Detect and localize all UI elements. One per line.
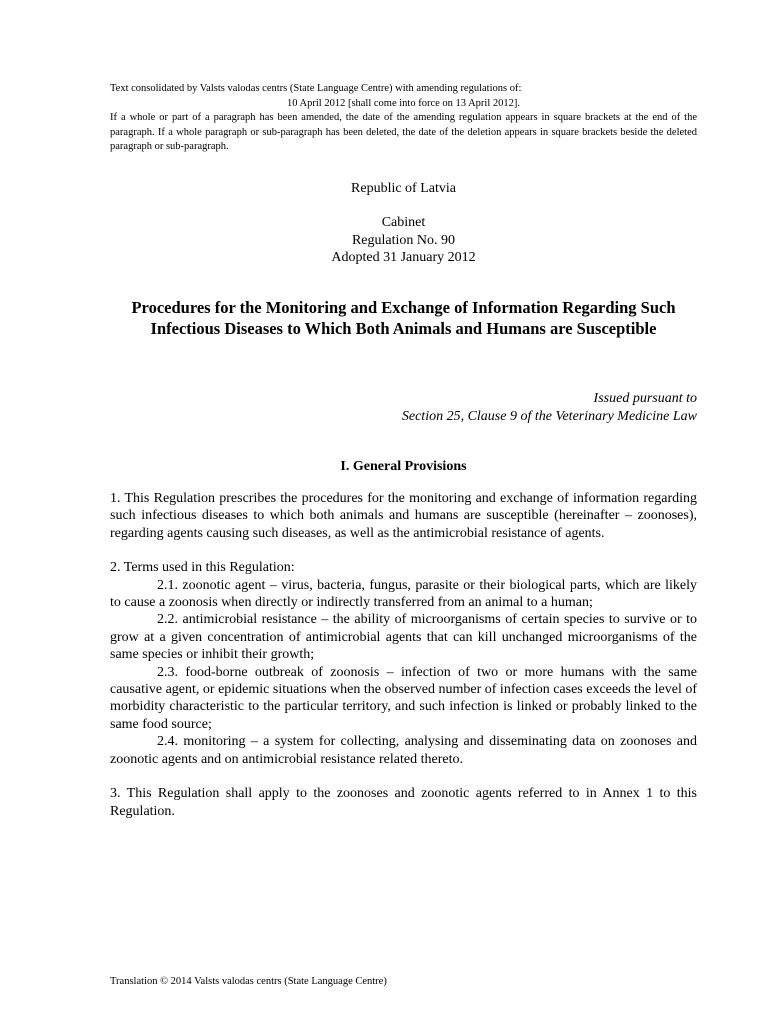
regulation-body: [110, 490, 697, 820]
amendment-explanation: If a whole or part of a paragraph has been amended, the date of the amending regulation appears in square brackets at the end of the paragraph. If a whole paragraph or sub-paragraph has been deleted, the date of the deletion appears in square brackets beside the deleted paragraph or sub-paragraph.: [110, 112, 697, 152]
translation-footer: Translation © 2014 Valsts valodas centrs (State Language Centre): [110, 976, 387, 987]
subparagraph-2-3: 2.3. food-borne outbreak of zoonosis – infection of two or more humans with the same causative agent, or epidemic situations when the observed number of infection cases exceeds the level of morbidity characteristic to the particular territory, and such infection is linked or probably linked to the same food source;: [110, 664, 698, 732]
regulation-header: [110, 214, 697, 267]
consolidation-note: [110, 82, 697, 155]
paragraph-3: 3. This Regulation shall apply to the zoonoses and zoonotic agents referred to in Annex 1 to this Regulation.: [110, 786, 697, 819]
subparagraph-2-1: 2.1. zoonotic agent – virus, bacteria, fungus, parasite or their biological parts, which are likely to cause a zoonosis when directly or indirectly transferred from an animal to a human;: [110, 577, 697, 611]
document-title: Procedures for the Monitoring and Exchange of Information Regarding Such Infectious Diseases to Which Both Animals and Humans are Susceptible: [131, 298, 676, 338]
amendment-date: 10 April 2012 [shall come into force on 13 April 2012].: [286, 97, 520, 109]
issuing-body: Cabinet: [381, 215, 426, 230]
country-name: Republic of Latvia: [351, 181, 456, 196]
consolidation-note-line: Text consolidated by Valsts valodas centrs (State Language Centre) with amending regulations of:: [110, 83, 522, 94]
legal-basis-line2: Section 25, Clause 9 of the Veterinary Medicine Law: [401, 409, 697, 424]
legal-basis: [110, 390, 697, 426]
chapter-heading: I. General Provisions: [340, 459, 467, 474]
subparagraph-2-2: 2.2. antimicrobial resistance – the ability of microorganisms of certain species to survive or to grow at a given concentration of antimicrobial agents that can kill unchanged microorganisms of the same species or inhibit their growth;: [110, 612, 697, 663]
paragraph-2: 2. Terms used in this Regulation:: [110, 560, 295, 576]
paragraph-1: 1. This Regulation prescribes the procedures for the monitoring and exchange of information regarding such infectious diseases to which both animals and humans are susceptible (hereinafter – zoonoses), regarding agents causing such diseases, as well as the antimicrobial resistance of agents.: [110, 491, 697, 541]
legal-basis-line1: Issued pursuant to: [593, 391, 697, 406]
country-header: [110, 180, 697, 198]
subparagraph-2-4: 2.4. monitoring – a system for collecting, analysing and disseminating data on zoonoses and zoonotic agents and on antimicrobial resistance related thereto.: [110, 734, 697, 767]
adoption-date: Adopted 31 January 2012: [331, 250, 476, 265]
regulation-number: Regulation No. 90: [351, 232, 456, 248]
